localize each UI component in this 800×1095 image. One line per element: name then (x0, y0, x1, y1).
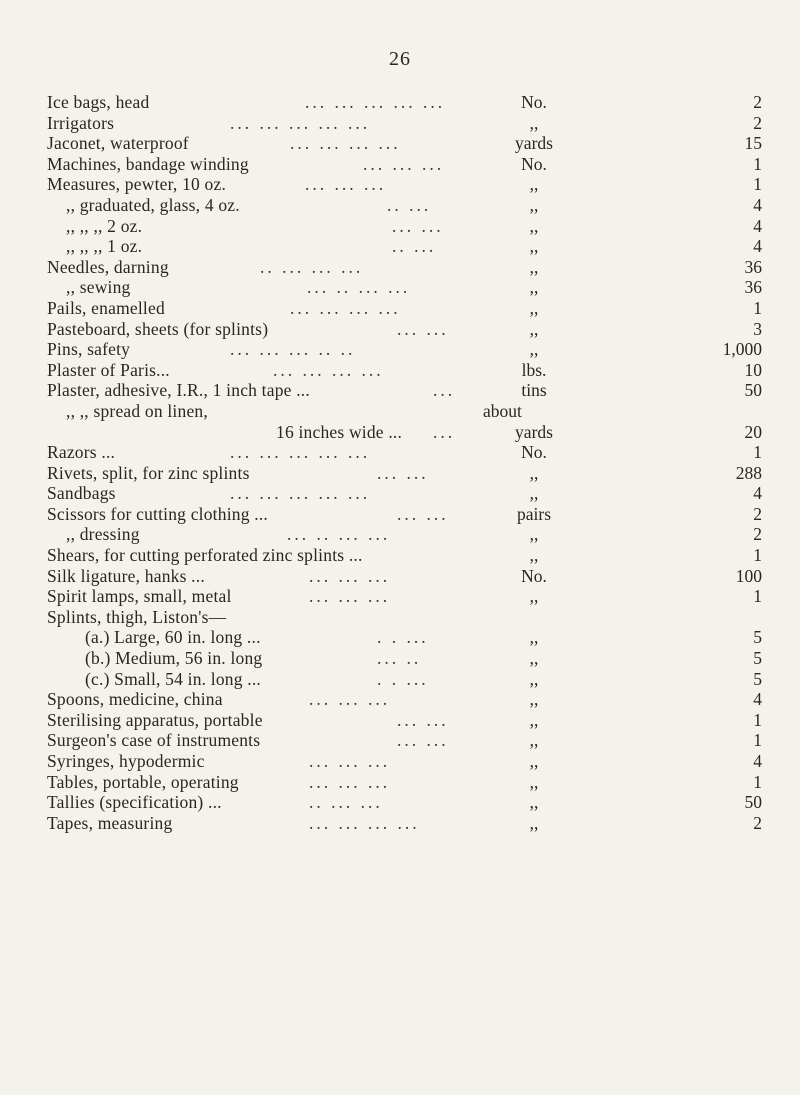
unit-label: ,, (529, 668, 539, 689)
quantity-value: 2 (753, 92, 762, 112)
list-item (47, 689, 762, 710)
unit-label: ,, (529, 627, 539, 648)
list-item (47, 524, 762, 545)
list-item (47, 339, 762, 360)
dot-leader: . . ... (377, 627, 429, 648)
dot-leader: .. ... (387, 194, 432, 215)
item-description: (b.) Medium, 56 in. long (85, 648, 263, 669)
item-description: Measures, pewter, 10 oz. (47, 174, 227, 195)
item-description: 16 inches wide ... (276, 421, 403, 442)
list-item (47, 92, 762, 113)
dot-leader: ... ... ... (309, 751, 391, 771)
item-description: Splints, thigh, Liston's— (47, 606, 227, 627)
unit-label: ,, (529, 297, 539, 318)
unit-label: ,, (529, 339, 539, 360)
list-item (47, 463, 762, 484)
item-description: Surgeon's case of instruments (47, 730, 261, 751)
list-item (47, 422, 762, 443)
quantity-value: 36 (744, 277, 762, 298)
quantity-value: 10 (744, 359, 762, 380)
list-item (47, 772, 762, 793)
quantity-value: 100 (735, 565, 762, 586)
dot-leader: ... ... ... ... (309, 812, 420, 833)
list-item (47, 113, 762, 134)
quantity-value: 4 (753, 236, 762, 257)
dot-leader: ... .. ... ... (307, 277, 411, 298)
unit-label: ,, (529, 462, 539, 483)
unit-label: ,, (529, 174, 539, 195)
item-description: Jaconet, waterproof (47, 133, 189, 154)
item-description: Pasteboard, sheets (for splints) (47, 318, 269, 339)
unit-label: ,, (529, 236, 539, 257)
quantity-value: 4 (753, 215, 762, 236)
unit-label: ,, (529, 277, 539, 298)
item-description: Needles, darning (47, 256, 169, 277)
list-item (47, 545, 762, 566)
list-item (47, 133, 762, 154)
item-description: Pails, enamelled (47, 297, 165, 318)
unit-label: ,, (529, 483, 539, 504)
item-description: Syringes, hypodermic (47, 751, 205, 771)
unit-label: ,, (529, 689, 539, 710)
dot-leader: ... ... (397, 709, 449, 730)
quantity-value: 4 (753, 751, 762, 771)
list-item (47, 257, 762, 278)
unit-label: pairs (516, 503, 552, 524)
unit-label: No. (521, 92, 547, 112)
unit-label: ,, (529, 524, 539, 545)
list-item (47, 154, 762, 175)
list-item (47, 813, 762, 834)
quantity-value: 3 (753, 318, 762, 339)
dot-leader: ... ... ... ... ... (230, 483, 371, 504)
quantity-value: 4 (753, 194, 762, 215)
quantity-value: 1 (753, 771, 762, 792)
list-item (47, 401, 762, 422)
dot-leader: ... ... ... (309, 771, 391, 792)
unit-label: ,, (529, 648, 539, 669)
list-item (47, 607, 762, 628)
quantity-value: 1 (753, 730, 762, 751)
item-description: Razors ... (47, 442, 116, 463)
dot-leader: ... ... (397, 730, 449, 751)
quantity-value: 1 (753, 586, 762, 607)
dot-leader: ... ... (392, 215, 444, 236)
item-description: ,, dressing (66, 524, 140, 545)
list-item (47, 380, 762, 401)
page-number: 26 (389, 48, 411, 70)
dot-leader: ... .. (377, 648, 422, 669)
item-description: ,, sewing (66, 277, 131, 298)
dot-leader: ... (433, 380, 456, 401)
dot-leader: ... .. ... ... (287, 524, 391, 545)
quantity-value: 2 (753, 112, 762, 133)
list-item (47, 483, 762, 504)
quantity-value: 1 (753, 709, 762, 730)
list-item (47, 586, 762, 607)
list-item (47, 319, 762, 340)
item-description: Tallies (specification) ... (47, 792, 222, 813)
item-description: (c.) Small, 54 in. long ... (85, 668, 262, 689)
unit-label: ,, (529, 545, 539, 566)
item-description: ,, graduated, glass, 4 oz. (66, 194, 240, 215)
list-item (47, 442, 762, 463)
unit-label: No. (521, 153, 547, 174)
item-description: Sandbags (47, 483, 116, 504)
dot-leader: ... ... (377, 462, 429, 483)
item-description: Pins, safety (47, 339, 131, 360)
unit-label: tins (521, 380, 547, 401)
unit-label: ,, (529, 318, 539, 339)
quantity-value: 1 (753, 442, 762, 463)
list-item (47, 360, 762, 381)
dot-leader: ... (433, 421, 456, 442)
dot-leader: .. ... ... (309, 792, 383, 813)
unit-label: ,, (529, 215, 539, 236)
list-item (47, 566, 762, 587)
quantity-value: 2 (753, 812, 762, 833)
quantity-value: 4 (753, 483, 762, 504)
dot-leader: ... ... ... ... ... (305, 92, 446, 112)
list-item (47, 236, 762, 257)
unit-label: yards (515, 421, 553, 442)
item-description: Ice bags, head (47, 92, 150, 112)
unit-label: ,, (529, 112, 539, 133)
item-description: Machines, bandage winding (47, 153, 249, 174)
about-note: about (483, 400, 522, 421)
list-item (47, 174, 762, 195)
unit-label: ,, (529, 812, 539, 833)
list-item (47, 669, 762, 690)
unit-label: ,, (529, 792, 539, 813)
dot-leader: .. ... (392, 236, 437, 257)
dot-leader: ... ... ... ... ... (230, 112, 371, 133)
item-description: Silk ligature, hanks ... (47, 565, 205, 586)
dot-leader: ... ... ... ... (290, 133, 401, 154)
item-description: Spirit lamps, small, metal (47, 586, 232, 607)
item-description: ,, ,, ,, 1 oz. (66, 236, 143, 257)
list-item (47, 216, 762, 237)
dot-leader: ... ... ... ... ... (230, 442, 371, 463)
item-description: Tapes, measuring (47, 812, 173, 833)
list-item (47, 504, 762, 525)
inventory-list (47, 92, 762, 833)
unit-label: ,, (529, 751, 539, 771)
quantity-value: 2 (753, 503, 762, 524)
quantity-value: 5 (753, 648, 762, 669)
unit-label: No. (521, 565, 547, 586)
unit-label: ,, (529, 730, 539, 751)
dot-leader: .. ... ... ... (260, 256, 364, 277)
quantity-value: 288 (735, 462, 762, 483)
dot-leader: ... ... ... (363, 153, 445, 174)
quantity-value: 1 (753, 174, 762, 195)
dot-leader: ... ... ... (309, 586, 391, 607)
item-description: Plaster of Paris... (47, 359, 170, 380)
item-description: Rivets, split, for zinc splints (47, 462, 250, 483)
item-description: ,, ,, ,, 2 oz. (66, 215, 143, 236)
dot-leader: ... ... (397, 318, 449, 339)
dot-leader: ... ... ... (309, 565, 391, 586)
dot-leader: ... ... ... ... (290, 297, 401, 318)
item-description: Shears, for cutting perforated zinc splints ... (47, 545, 363, 566)
item-description: (a.) Large, 60 in. long ... (85, 627, 261, 648)
item-description: Irrigators (47, 112, 115, 133)
item-description: Scissors for cutting clothing ... (47, 503, 268, 524)
unit-label: ,, (529, 771, 539, 792)
dot-leader: ... ... ... (305, 174, 387, 195)
dot-leader: . . ... (377, 668, 429, 689)
unit-label: ,, (529, 709, 539, 730)
list-item (47, 195, 762, 216)
dot-leader: ... ... ... (309, 689, 391, 710)
unit-label: No. (521, 442, 547, 463)
list-item (47, 298, 762, 319)
dot-leader: ... ... ... .. .. (230, 339, 356, 360)
item-description: ,, ,, spread on linen, (66, 400, 208, 421)
item-description: Spoons, medicine, china (47, 689, 223, 710)
dot-leader: ... ... (397, 503, 449, 524)
list-item (47, 751, 762, 772)
quantity-value: 5 (753, 668, 762, 689)
unit-label: ,, (529, 256, 539, 277)
unit-label: lbs. (521, 359, 547, 380)
quantity-value: 50 (744, 380, 762, 401)
quantity-value: 2 (753, 524, 762, 545)
quantity-value: 1 (753, 297, 762, 318)
list-item (47, 730, 762, 751)
quantity-value: 1 (753, 545, 762, 566)
item-description: Plaster, adhesive, I.R., 1 inch tape ... (47, 380, 310, 401)
quantity-value: 36 (744, 256, 762, 277)
quantity-value: 15 (744, 133, 762, 154)
quantity-value: 20 (744, 421, 762, 442)
quantity-value: 1,000 (722, 339, 762, 360)
unit-label: ,, (529, 194, 539, 215)
quantity-value: 1 (753, 153, 762, 174)
quantity-value: 50 (744, 792, 762, 813)
list-item (47, 648, 762, 669)
quantity-value: 5 (753, 627, 762, 648)
list-item (47, 792, 762, 813)
quantity-value: 4 (753, 689, 762, 710)
unit-label: ,, (529, 586, 539, 607)
list-item (47, 627, 762, 648)
item-description: Tables, portable, operating (47, 771, 239, 792)
list-item (47, 277, 762, 298)
item-description: Sterilising apparatus, portable (47, 709, 263, 730)
unit-label: yards (515, 133, 553, 154)
dot-leader: ... ... ... ... (273, 359, 384, 380)
list-item (47, 710, 762, 731)
